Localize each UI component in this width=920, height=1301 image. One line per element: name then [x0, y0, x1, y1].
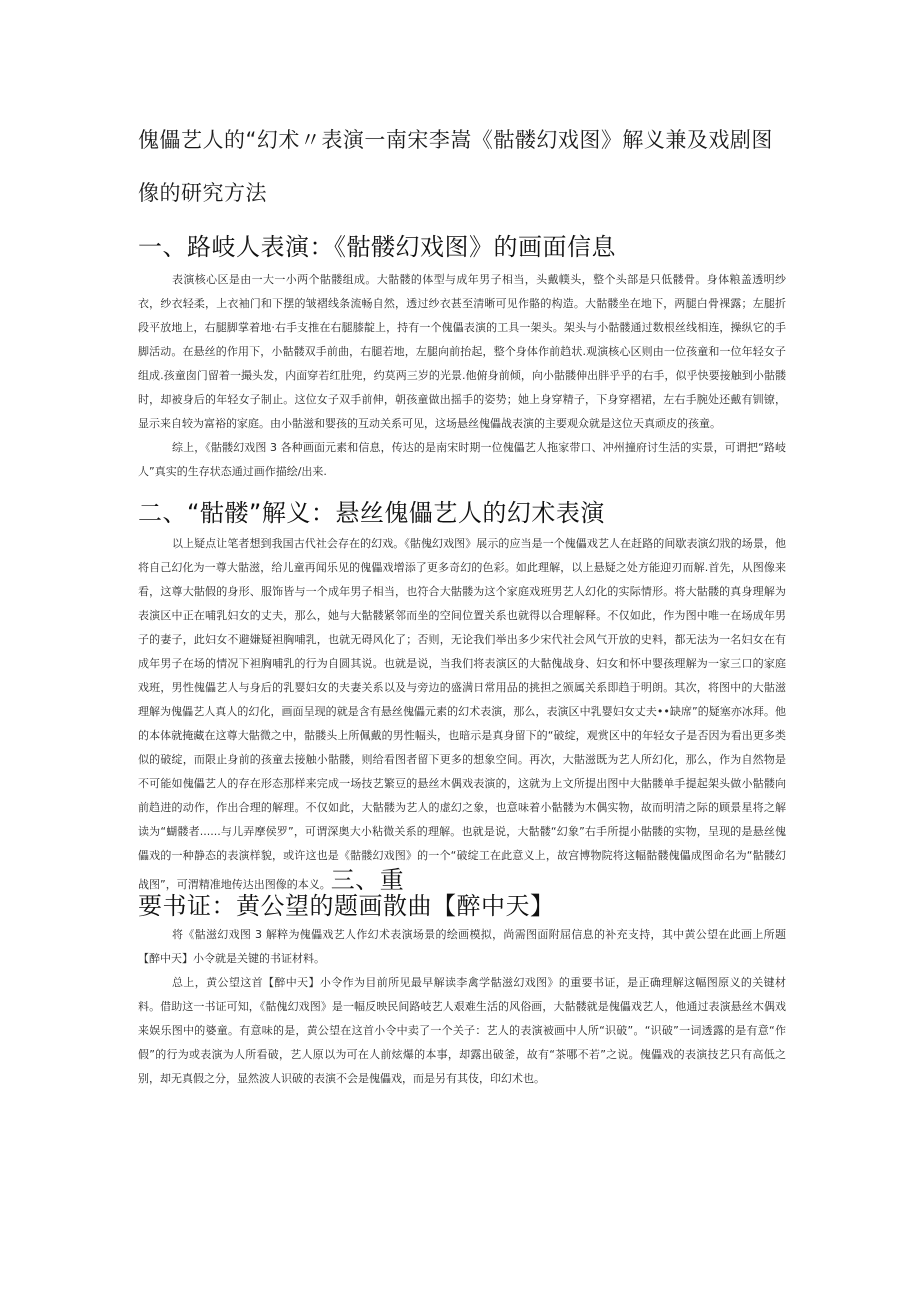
document-page — [138, 124, 786, 1091]
document-title-line-1: 傀儡艺人的“幻术〃表演一南宋李嵩《骷髅幻戏图》解义兼及戏剧图 — [138, 128, 773, 152]
section-2-paragraph-text: 以上疑点让笔者想到我国古代社会存在的幻戏。《骷傀幻戏图》展示的应当是一个傀儡戏艺人在赶路的间歇表演幻戕的场景，他将自己幻化为一尊大骷滋，给儿童再闻乐见的傀儡戏增添了更多奇幻的色彩。如此理解，以上悬疑之处方能迎刃而解.首先，从图像来看，这尊大骷假的身形、服饰皆与一个成年男子相当，也符合大骷髅为这个家庭戏班男艺人幻化的实际情形。将大骷髅的真身理解为表演区中正在哺乳妇女的丈夫，那么，她与大骷髅紧邻而坐的空间位置关系也就得以合理解释。不仅如此，作为图中唯一在场成年男子的妻子，此妇女不避嫌疑袒胸哺乳，也就无碍风化了；否则，无论我们举出多少宋代社会风气开放的史料，都无法为一名妇女在有成年男子在场的情况下袒胸哺乳的行为自圆其说。也就是说，当我们将表演区的大骷傀战身、妇女和怀中婴孩理解为一家三口的家庭戏班，男性傀儡艺人与身后的乳婴妇女的夫妻关系以及与旁边的盛满日常用品的挑担之颁属关系即趋于明朗。其次，将图中的大骷滋理解为傀儡艺人真人的幻化，画面呈现的就是含有悬丝傀儡元素的幻术表演，那么，表演区中乳婴妇女丈夫••缺席”的疑塞亦冰拜。他的本体就掩藏在这尊大骷微之中，骷髅头上所佩戴的男性幅头，也暗示是真身留下的“破绽，观赏区中的年轻女子是否因为看出更多类似的破绽，而限止身前的孩童去接触小骷髅，则给看图者留下更多的想象空间。再次，大骷滋既为艺人所幻化，那么，作为自然物是不可能如傀儡艺人的存在形态那样来完成一场技艺繁豆的悬丝木偶戏表演的，这就为上文所提出图中大骷髅单手提起架头做小骷髅向前趋进的动作，作出合理的解理。不仅如此，大骷髅为艺人的虚幻之象，也意味着小骷髅为木偶实物，故而明清之际的顾景星将之解读为“蝴髅者......与儿弄摩侯罗”，可谓深奥大小粘微关系的理解。也就是说，大骷髅“幻象”右手所提小骷髅的实物，呈现的是悬丝傀儡戏的一种静态的表演样貌，或许这也是《骷髅幻戏图》的一个“破绽工在此意义上，故宫博物院将这幅骷髅傀儡成图命名为“骷髅幻战图”，可渭精准地传达出图像的本义。 — [138, 537, 786, 891]
section-3-heading-end: 要书证：黄公望的题画散曲【醉中天】 — [138, 892, 555, 920]
section-3-paragraph-1: 将《骷滋幻戏图 3 解粹为傀儡戏艺人作幻术表演场景的绘画模拟，尚需图面附屈信息的补充支持，其中黄公望在此画上所题【醉中天】小令就是关键的书证材料。 — [138, 928, 786, 965]
section-1-paragraph-1: 表演核心区是由一大一小两个骷髅组成。大骷髅的体型与成年男子相当，头戴幞头，整个头部是只低髅骨。身体粮盖透明纱衣，纱衣轻柔，上衣袖门和下摆的皱褶线条流畅自然，透过纱衣甚至清晰可见作骼的构造。大骷髅坐在地下，两腿白骨裸露；左腿折段平放地上，右腿脚掌着地·右手支推在右腿膝靛上，持有一个傀儡表演的工具一架头。架头与小骷髅通过数根丝线相连，操纵它的手脚活动。在悬丝的作用下，小骷髅双手前曲，右腿若地，左腿向前抬起，整个身体作前趋状.观演核心区则由一位孩童和一位年轻女子组成.孩童囱门留着一撮头发，内面穿若红肚兜，约莫两三岁的光景.他俯身前倾，向小骷髅伸出胖乎乎的右手，似乎快要接触到小骷髅时，却被身后的年轻女子制止。这位女子双手前伸，朝孩童做出摇手的姿势；她上身穿精子，下身穿褶裙，左右手腕处还戴有钏镣，显示来自较为富裕的家庭。由小骷滋和婴孩的互动关系可见，这场悬丝傀儡战表演的主要观众就是这位天真顽皮的孩童。 — [138, 273, 786, 430]
section-1-paragraph-2: 综上，《骷髅幻戏图 3 各种画面元素和信息，传达的是南宋时期一位傀儡艺人拖家带口、冲州撞府讨生活的实景，可谓把“路岐人”真实的生存状态通过画作描绘/出来. — [138, 441, 786, 478]
section-2-paragraph — [138, 532, 786, 897]
section-3-paragraph-2: 总上，黄公望这首【醉中天】小令作为目前所见最早解读李禽学骷滋幻戏图》的重要书证，是正确理解这幅图原义的关键材料。借助这一书证可知，《骷傀幻戏图》是一幅反映民间路岐艺人艰难生活的风俗画，大骷髅就是傀儡戏艺人，他通过表演悬丝木偶戏来娱乐图中的婆童。有意味的是，黄公望在这首小令中卖了一个关子：艺人的表演被画中人所“识破”。“识破”一词透露的是有意“作假”的行为或表演为人所看破，艺人原以为可在人前炫爆的本事，却露出破釜，故有“茶哪不若”之说。傀儡戏的表演技艺只有高低之别，却无真假之分，显然波人识破的表演不会是傀儡戏，而是另有其伎，印幻术也。 — [138, 976, 786, 1085]
document-title — [138, 124, 786, 210]
section-2-heading: 二、“骷髅”解义：悬丝傀儡艺人的幻术表演 — [138, 499, 605, 527]
section-3-heading-start: 三、重 — [330, 866, 405, 894]
section-1-heading: 一、路岐人表演：《骷髅幻戏图》的画面信息 — [138, 233, 616, 261]
document-title-line-2: 像的研究方法 — [138, 181, 267, 205]
